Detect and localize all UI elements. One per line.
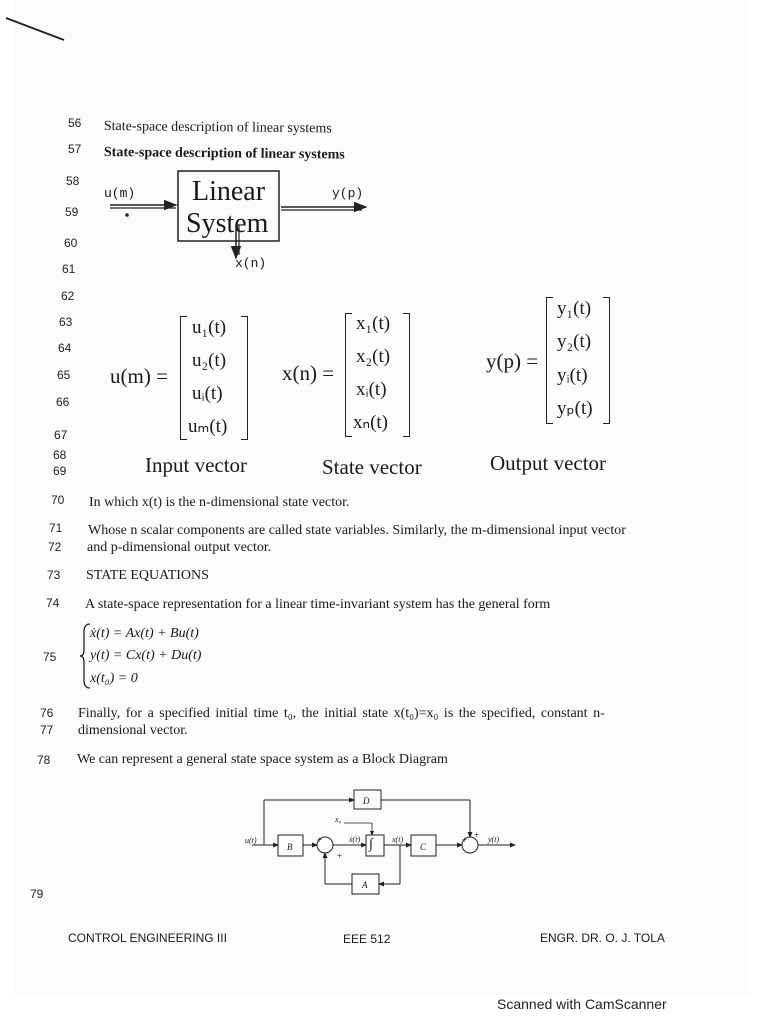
camscanner-watermark: Scanned with CamScanner (497, 996, 667, 1012)
vector-entry: uₘ(t) (188, 416, 228, 437)
line-number: 56 (68, 116, 82, 130)
system-box-line1: Linear (192, 176, 266, 207)
vector-entry: y₁(t) (557, 298, 592, 319)
line-number: 77 (40, 723, 54, 737)
vector-entry: xᵢ(t) (356, 379, 387, 400)
signal-y-label: y(t) (488, 835, 500, 844)
line-number: 69 (53, 464, 67, 478)
paragraph-74: A state-space representation for a linear time-invariant system has the general form (85, 597, 551, 612)
line-number: 72 (48, 540, 62, 554)
paragraph-77: dimensional vector. (78, 723, 188, 738)
left-bracket (546, 297, 553, 424)
signal-xdot-label: ẋ(t) (349, 835, 361, 844)
paragraph-71: Whose n scalar components are called state variables. Similarly, the m-dimensional input vector (88, 523, 626, 538)
system-input-label: u(m) (104, 186, 136, 201)
line-number: 75 (43, 650, 57, 664)
footer-author: ENGR. DR. O. J. TOLA (540, 931, 665, 945)
block-integrator-label: ∫ (369, 837, 373, 852)
heading-57: State-space description of linear systems (103, 145, 345, 163)
sum-plus-sign: + (474, 830, 480, 840)
block-a-label: A (362, 880, 368, 890)
line-number: 78 (37, 753, 51, 767)
vector-entry: x₁(t) (356, 313, 391, 334)
left-bracket (345, 313, 352, 437)
vector-entry: u₂(t) (192, 350, 227, 371)
footer-course-code: EEE 512 (343, 932, 391, 946)
line-number: 62 (61, 289, 75, 303)
left-bracket (180, 316, 187, 440)
line-number: 68 (53, 448, 67, 462)
paragraph-72: and p-dimensional output vector. (87, 540, 272, 555)
vector-entry: yₚ(t) (557, 398, 593, 419)
block-d-label: D (363, 796, 370, 806)
line-number: 74 (46, 596, 60, 610)
section-heading-state-equations: STATE EQUATIONS (86, 568, 209, 583)
system-output-label: y(p) (332, 186, 364, 201)
block-b-label: B (287, 842, 293, 852)
vector-entry: yᵢ(t) (557, 365, 588, 386)
line-number: 70 (51, 493, 65, 507)
line-number: 65 (57, 368, 71, 382)
line-number: 71 (49, 521, 63, 535)
sum-plus-sign: + (317, 835, 323, 845)
vector-entry: y₂(t) (557, 331, 592, 352)
vector-entry: u₁(t) (192, 317, 227, 338)
right-bracket (603, 297, 610, 424)
line-number: 73 (47, 568, 61, 582)
sum-plus-sign: + (337, 851, 343, 861)
paragraph-78: We can represent a general state space system as a Block Diagram (77, 752, 448, 767)
equation-state: ẋ(t) = Ax(t) + Bu(t) (90, 626, 199, 641)
block-c-label: C (420, 842, 427, 852)
equation-output: y(t) = Cx(t) + Du(t) (90, 648, 202, 663)
line-number: 60 (64, 236, 78, 250)
state-vector-label: x(n) = (282, 361, 335, 385)
right-bracket (403, 313, 410, 437)
line-number: 59 (65, 205, 79, 219)
line-number: 67 (54, 428, 68, 442)
sum-plus-sign: + (462, 835, 468, 845)
line-number: 63 (59, 315, 73, 329)
system-box-line2: System (186, 208, 269, 239)
line-number: 58 (66, 174, 80, 188)
line-number: 79 (30, 887, 44, 901)
line-number: 57 (68, 142, 82, 156)
signal-u-label: u(t) (245, 836, 257, 845)
footer-course-title: CONTROL ENGINEERING III (68, 931, 227, 945)
vector-entry: uᵢ(t) (192, 383, 223, 404)
input-vector-caption: Input vector (145, 453, 248, 477)
paragraph-70: In which x(t) is the n-dimensional state vector. (89, 495, 350, 510)
state-vector-caption: State vector (322, 455, 422, 479)
input-vector-label: u(m) = (110, 364, 168, 388)
signal-x0-label: x₀ (335, 815, 342, 824)
block-diagram-lines (240, 785, 530, 900)
vector-entry: xₙ(t) (353, 412, 389, 433)
system-state-label: x(n) (235, 256, 267, 271)
signal-x-label: x(t) (392, 835, 404, 844)
line-number: 76 (40, 706, 54, 720)
paragraph-76: Finally, for a specified initial time t₀, the initial state x(t₀)=x₀ is the specified, constant n- (78, 706, 605, 721)
output-vector-caption: Output vector (490, 451, 607, 475)
line-number: 66 (56, 395, 70, 409)
line-number: 61 (62, 262, 76, 276)
heading-56: State-space description of linear systems (103, 119, 332, 137)
output-vector-label: y(p) = (486, 349, 539, 373)
vector-entry: x₂(t) (356, 346, 391, 367)
equation-initial: x(t₀) = 0 (90, 671, 138, 686)
right-bracket (241, 316, 248, 440)
pen-mark (0, 0, 80, 50)
line-number: 64 (58, 341, 72, 355)
